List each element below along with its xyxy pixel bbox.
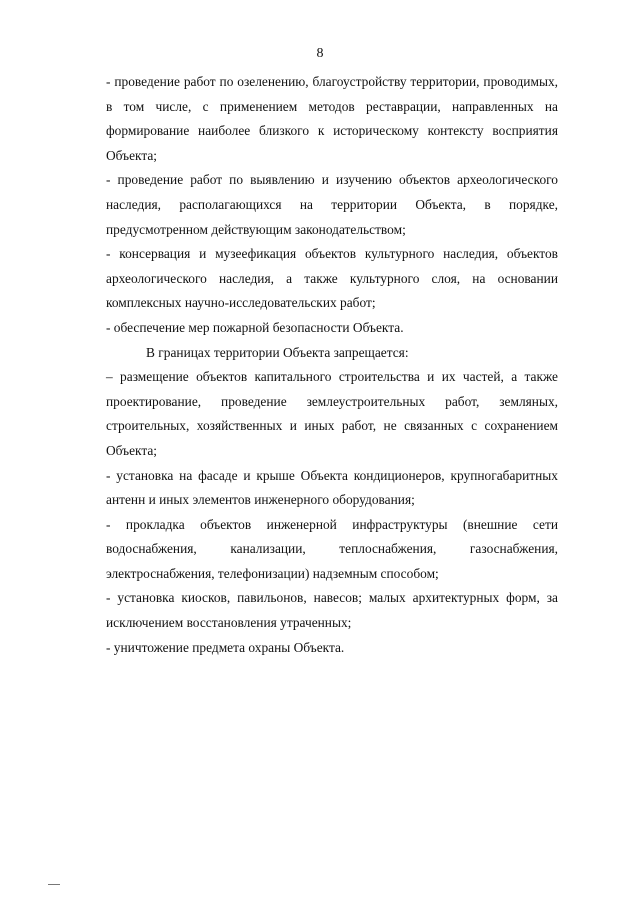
paragraph-infrastructure-ban: - прокладка объектов инженерной инфраструктуры (внешние сети водоснабжения, канализации, теплоснабжения, газоснабжения, электроснабжения, телефонизации) надземным способом; [106, 516, 558, 581]
paragraph-conservation: - консервация и музеефикация объектов культурного наследия, объектов археологического наследия, а также культурного слоя, на основании комплексных научно-исследовательских работ; [106, 246, 558, 311]
paragraph-kiosks-ban: - установка киосков, павильонов, навесов; малых архитектурных форм, за исключением восстановления утраченных; [106, 590, 558, 631]
paragraph-construction-ban: – размещение объектов капитального строительства и их частей, а также проектирование, проведение землеустроительных работ, земляных, строительных, хозяйственных и иных работ, не связанных с сохранением Объекта; [106, 369, 558, 458]
footer-mark [48, 884, 60, 885]
paragraph-prohibitions-heading: В границах территории Объекта запрещается: [146, 344, 409, 360]
paragraph-destruction-ban: - уничтожение предмета охраны Объекта. [106, 639, 345, 655]
document-body [106, 70, 558, 660]
paragraph-landscaping: - проведение работ по озеленению, благоустройству территории, проводимых, в том числе, с применением методов реставрации, направленных на формирование наиболее близкого к историческому контексту восприятия Объекта; [106, 74, 558, 163]
page-number: 8 [316, 46, 324, 61]
paragraph-archaeology-research: - проведение работ по выявлению и изучению объектов археологического наследия, располагающихся на территории Объекта, в порядке, предусмотренном действующим законодательством; [106, 172, 558, 237]
paragraph-facade-equipment-ban: - установка на фасаде и крыше Объекта кондиционеров, крупногабаритных антенн и иных элементов инженерного оборудования; [106, 467, 558, 508]
paragraph-fire-safety: - обеспечение мер пожарной безопасности Объекта. [106, 319, 404, 335]
